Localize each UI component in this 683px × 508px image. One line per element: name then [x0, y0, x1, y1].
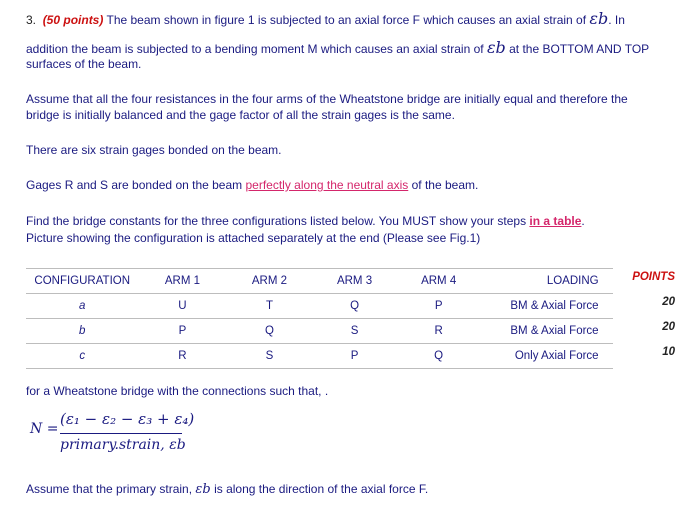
- neutral-axis-post: of the beam.: [411, 178, 479, 192]
- fraction-bar: [60, 433, 182, 434]
- points-cell: 20: [662, 320, 675, 333]
- header-arm-2: ARM 2: [226, 269, 312, 294]
- arm-cell: S: [226, 344, 312, 369]
- instructions-pre: Find the bridge constants for the three configurations listed below. You MUST show your steps: [26, 214, 527, 228]
- arm-cell: Q: [226, 319, 312, 344]
- arm-cell: P: [397, 294, 481, 319]
- config-cell: b: [26, 319, 138, 344]
- loading-cell: Only Axial Force: [481, 344, 613, 369]
- config-cell: c: [26, 344, 138, 369]
- strain-symbol: εb: [195, 482, 211, 497]
- arm-cell: P: [312, 344, 396, 369]
- instructions-post: .: [581, 214, 585, 228]
- problem-line-3: surfaces of the beam.: [26, 57, 142, 71]
- instructions-line-1: [26, 214, 585, 229]
- formula-numerator: (ε₁ − ε₂ − ε₃ + ε₄): [60, 410, 195, 428]
- problem-points: (50 points): [42, 13, 104, 27]
- problem-number: 3.: [26, 13, 37, 27]
- neutral-axis-line: [26, 178, 478, 193]
- configuration-table: [26, 268, 683, 369]
- primary-strain-pre: Assume that the primary strain,: [26, 482, 193, 496]
- formula-lhs: N =: [30, 421, 59, 437]
- problem-text-1: The beam shown in figure 1 is subjected to an axial force F which causes an axial strain of: [106, 13, 587, 27]
- primary-strain-post: is along the direction of the axial force F.: [214, 482, 429, 496]
- problem-text-1-end: . In: [608, 13, 625, 27]
- arm-cell: Q: [397, 344, 481, 369]
- neutral-axis-link[interactable]: perfectly along the neutral axis: [245, 178, 409, 192]
- arm-cell: R: [397, 319, 481, 344]
- points-cell: 10: [662, 345, 675, 358]
- problem-text-2b: at the BOTTOM AND TOP: [509, 42, 650, 56]
- in-a-table-link[interactable]: in a table: [529, 214, 582, 228]
- header-arm-3: ARM 3: [312, 269, 396, 294]
- primary-strain-line: [26, 482, 428, 497]
- points-cell: 20: [662, 295, 675, 308]
- table-header-row: [26, 269, 683, 294]
- strain-symbol: εb: [486, 38, 506, 57]
- six-gages-text: There are six strain gages bonded on the beam.: [26, 143, 282, 157]
- problem-line-2: [26, 40, 649, 57]
- arm-cell: S: [312, 319, 396, 344]
- arm-cell: R: [138, 344, 226, 369]
- table-row: [26, 294, 683, 319]
- header-configuration: CONFIGURATION: [26, 269, 138, 294]
- arm-cell: Q: [312, 294, 396, 319]
- header-arm-1: ARM 1: [138, 269, 226, 294]
- arm-cell: T: [226, 294, 312, 319]
- formula-denominator: primary.strain, εb: [60, 437, 186, 453]
- bridge-connections-text: for a Wheatstone bridge with the connections such that, .: [26, 384, 329, 398]
- loading-cell: BM & Axial Force: [481, 294, 613, 319]
- problem-line-1: [26, 11, 625, 28]
- header-points: POINTS: [632, 270, 675, 283]
- problem-text-2a: addition the beam is subjected to a bending moment M which causes an axial strain of: [26, 42, 484, 56]
- arm-cell: P: [138, 319, 226, 344]
- table-row: [26, 319, 683, 344]
- table-row: [26, 344, 683, 369]
- header-loading: LOADING: [481, 269, 613, 294]
- assumption-line-2: bridge is initially balanced and the gage factor of all the strain gages is the same.: [26, 108, 455, 122]
- strain-symbol: εb: [589, 9, 609, 28]
- instructions-line-2: Picture showing the configuration is attached separately at the end (Please see Fig.1): [26, 231, 481, 245]
- loading-cell: BM & Axial Force: [481, 319, 613, 344]
- config-cell: a: [26, 294, 138, 319]
- neutral-axis-pre: Gages R and S are bonded on the beam: [26, 178, 243, 192]
- arm-cell: U: [138, 294, 226, 319]
- header-arm-4: ARM 4: [397, 269, 481, 294]
- assumption-line-1: Assume that all the four resistances in the four arms of the Wheatstone bridge are initially equal and therefore the: [26, 92, 628, 106]
